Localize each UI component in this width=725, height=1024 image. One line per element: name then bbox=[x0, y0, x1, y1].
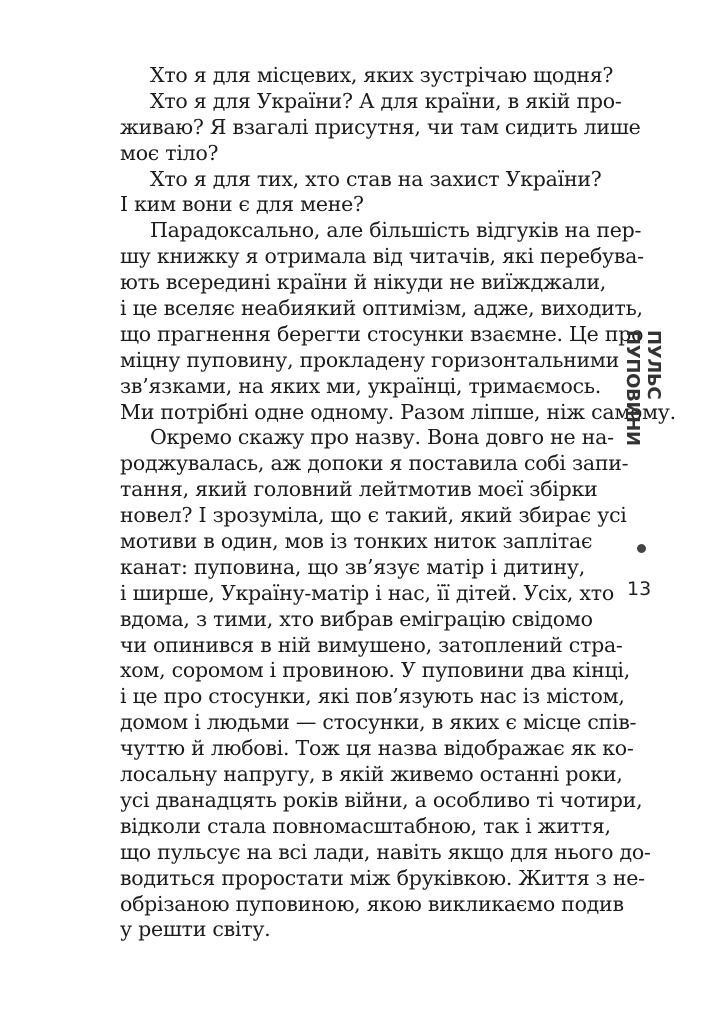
text-line: лосальну напругу, в якій живемо останні роки, bbox=[120, 762, 623, 787]
bullet-dot bbox=[637, 544, 646, 553]
text-line: чи опинився в ній вимушено, затоплений стра- bbox=[120, 632, 623, 657]
text-line: водиться проростати між бруківкою. Життя з не- bbox=[120, 865, 645, 890]
text-line: Хто я для України? А для країни, в якій про- bbox=[150, 88, 622, 113]
text-line: Хто я для місцевих, яких зустрічаю щодня? bbox=[150, 63, 614, 87]
text-line: Парадоксально, але більшість відгуків на пер- bbox=[150, 218, 642, 243]
text-line: і це про стосунки, які пов’язують нас із містом, bbox=[120, 684, 625, 709]
text-line: новел? І зрозуміла, що є такий, який збирає усі bbox=[120, 503, 627, 528]
text-line: обрізаною пуповиною, якою викликаємо подив bbox=[120, 891, 624, 916]
text-line: і ширше, Україну-матір і нас, її дітей. Усіх, хто bbox=[120, 580, 614, 605]
text-line: відколи стала повномасштабною, так і життя, bbox=[120, 813, 611, 838]
text-line: Ми потрібні одне одному. Разом ліпше, ніж самому. bbox=[120, 399, 676, 424]
text-line: усі дванадцять років війни, а особливо ті чотири, bbox=[120, 787, 643, 812]
text-line: І ким вони є для мене? bbox=[120, 192, 364, 217]
text-line: і це вселяє неабиякий оптимізм, адже, виходить, bbox=[120, 296, 643, 321]
text-line: канат: пуповина, що зв’язує матір і дитину, bbox=[120, 554, 585, 579]
page-number: 13 bbox=[627, 578, 652, 600]
text-line: що пульсує на всі лади, навіть якщо для нього до- bbox=[120, 839, 651, 864]
text-line: ють всередині країни й нікуди не виїжджали, bbox=[120, 270, 607, 295]
text-line: у решти світу. bbox=[120, 917, 271, 942]
text-line: хом, соромом і провиною. У пуповини два кінці, bbox=[120, 658, 631, 683]
text-line: моє тіло? bbox=[120, 140, 219, 165]
text-line: роджувалась, аж допоки я поставила собі запи- bbox=[120, 451, 629, 476]
text-line: мотиви в один, мов із тонких ниток заплітає bbox=[120, 529, 593, 554]
text-line: міцну пуповину, прокладену горизонтальними bbox=[120, 347, 620, 372]
text-line: живаю? Я взагалі присутня, чи там сидить лише bbox=[120, 114, 641, 139]
text-line: зв’язками, на яких ми, українці, тримаємось. bbox=[120, 373, 601, 398]
text-line: шу книжку я отримала від читачів, які перебува- bbox=[120, 244, 644, 269]
text-line: чуттю й любові. Тож ця назва відображає як ко- bbox=[120, 736, 634, 761]
text-line: домом і людьми — стосунки, в яких є місце спів- bbox=[120, 710, 637, 735]
text-line: вдома, з тими, хто вибрав еміграцію свідомо bbox=[120, 606, 593, 631]
running-head: ПУЛЬС ПУПОВИНИ bbox=[622, 330, 664, 446]
text-line: Хто я для тих, хто став на захист України? bbox=[150, 166, 602, 191]
text-line: що прагнення берегти стосунки взаємне. Це про bbox=[120, 321, 644, 346]
text-line: Окремо скажу про назву. Вона довго не на- bbox=[150, 425, 614, 450]
text-line: тання, який головний лейтмотив моєї збірки bbox=[120, 477, 598, 502]
